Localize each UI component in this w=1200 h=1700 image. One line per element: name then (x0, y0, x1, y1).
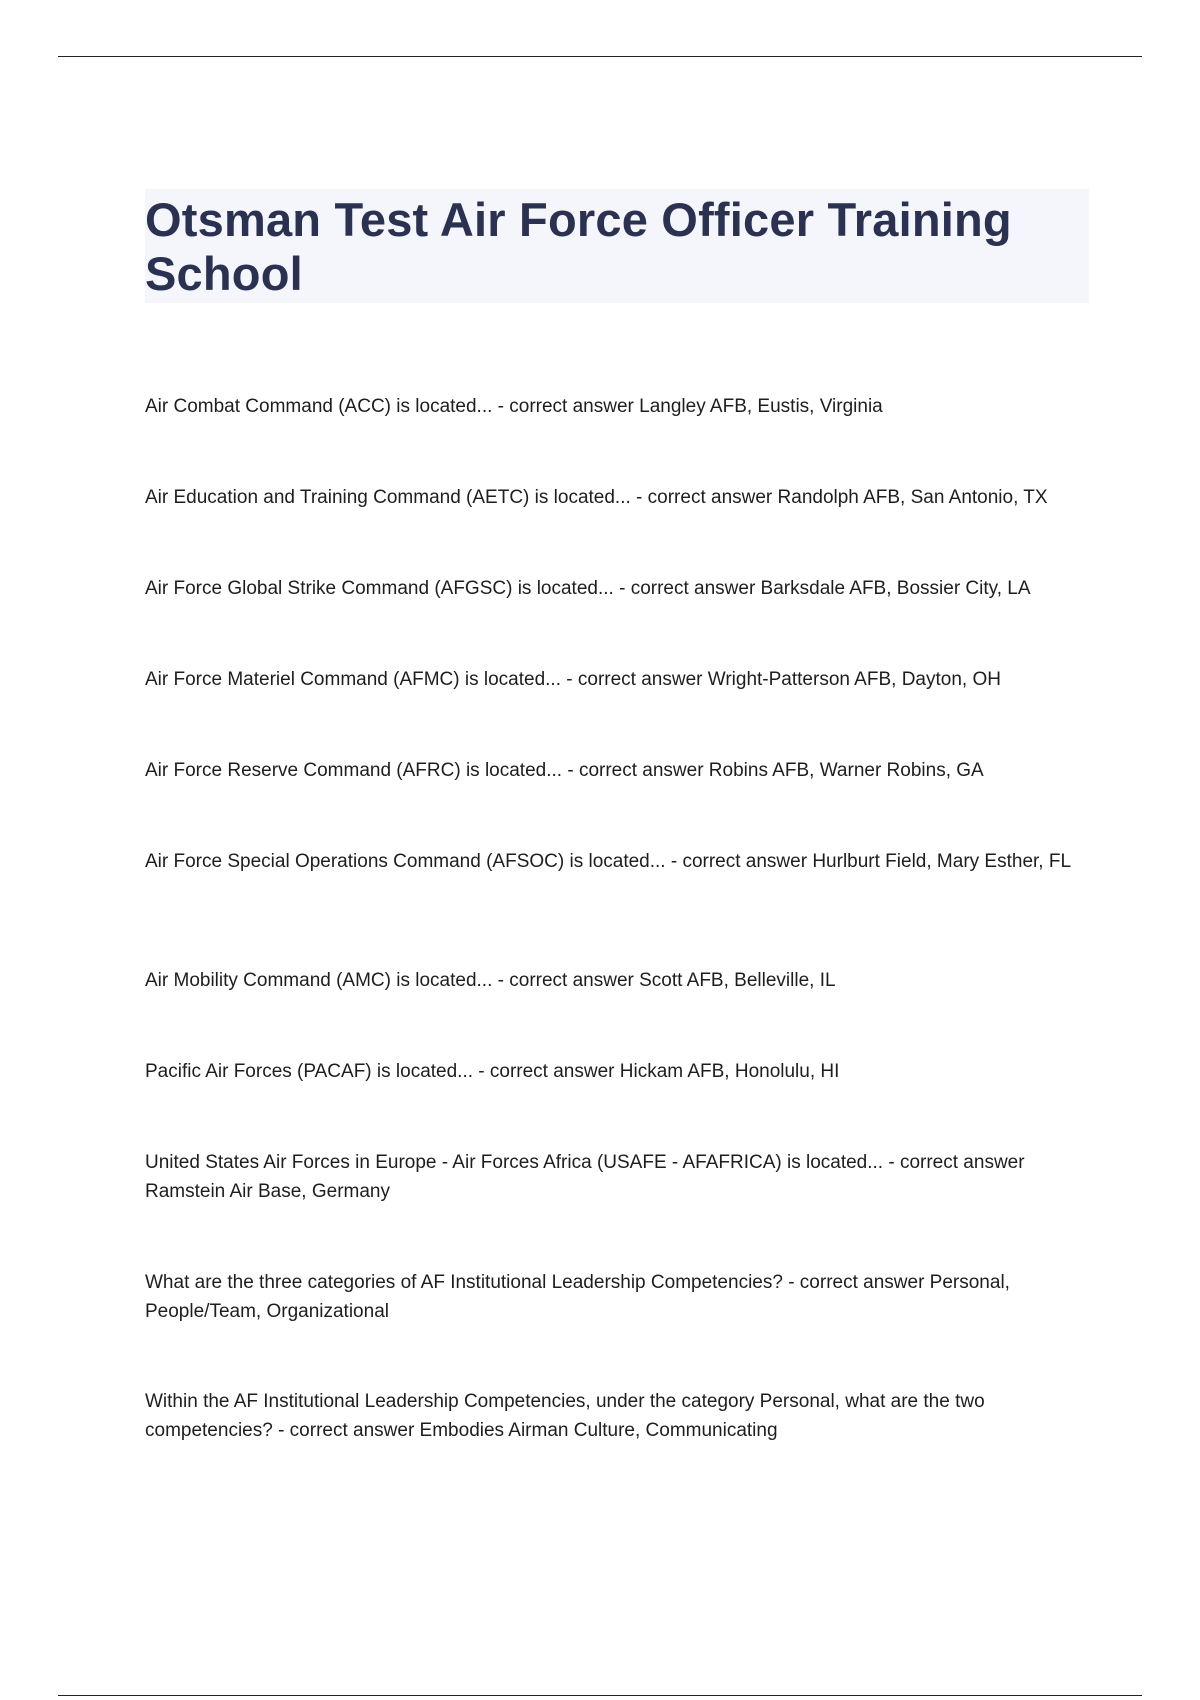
qa-item: Within the AF Institutional Leadership Competencies, under the category Personal, what are the two competencies? - correct answer Embodies Airman Culture, Communicating (145, 1391, 985, 1441)
qa-item: Air Force Reserve Command (AFRC) is located... - correct answer Robins AFB, Warner Robins, GA (145, 760, 984, 781)
qa-item: Air Force Materiel Command (AFMC) is located... - correct answer Wright-Patterson AFB, Dayton, OH (145, 669, 1001, 690)
qa-item: Air Mobility Command (AMC) is located... - correct answer Scott AFB, Belleville, IL (145, 970, 836, 991)
top-divider (58, 56, 1142, 57)
qa-item: Pacific Air Forces (PACAF) is located... - correct answer Hickam AFB, Honolulu, HI (145, 1061, 840, 1082)
title-banner (145, 189, 1089, 303)
qa-item: Air Education and Training Command (AETC) is located... - correct answer Randolph AFB, San Antonio, TX (145, 487, 1048, 508)
qa-item: Air Force Global Strike Command (AFGSC) is located... - correct answer Barksdale AFB, Bossier City, LA (145, 578, 1031, 599)
qa-item: United States Air Forces in Europe - Air Forces Africa (USAFE - AFAFRICA) is located... - correct answer Ramstein Air Base, Germany (145, 1152, 1025, 1202)
qa-item: What are the three categories of AF Institutional Leadership Competencies? - correct answer Personal, People/Team, Organizational (145, 1272, 1010, 1322)
page-title: Otsman Test Air Force Officer Training School (145, 193, 1012, 300)
qa-item: Air Combat Command (ACC) is located... - correct answer Langley AFB, Eustis, Virginia (145, 396, 883, 417)
qa-item: Air Force Special Operations Command (AFSOC) is located... - correct answer Hurlburt Field, Mary Esther, FL (145, 851, 1072, 872)
bottom-divider (58, 1695, 1142, 1696)
